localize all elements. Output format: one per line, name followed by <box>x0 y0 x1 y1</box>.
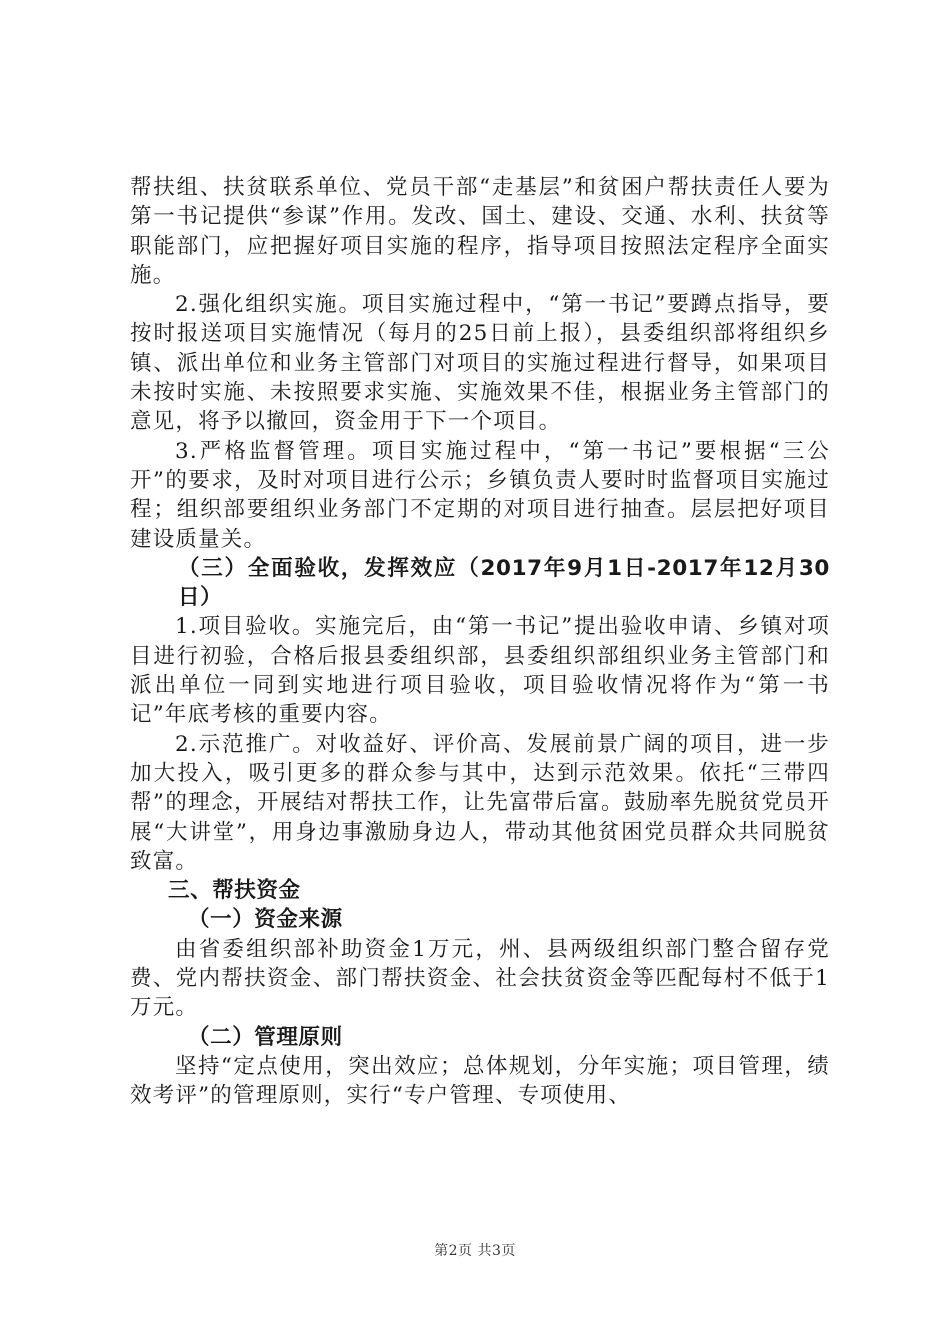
heading-fund-source: （一）资金来源 <box>188 907 343 933</box>
page-footer: 第2页 共3页 <box>434 1243 516 1259</box>
heading-funds: 三、帮扶资金 <box>168 878 301 904</box>
paragraph-p6: 由省委组织部补助资金1万元，州、县两级组织部门整合留存党费、党内帮扶资金、部门帮扶资金、社会扶贫资金等匹配每村不低于1万元。 <box>130 936 830 1021</box>
paragraph-p7: 坚持“定点使用，突出效应；总体规划，分年实施；项目管理，绩效考评”的管理原则，实行“专户管理、专项使用、 <box>130 1053 830 1109</box>
paragraph-p5: 2.示范推广。对收益好、评价高、发展前景广阔的项目，进一步加大投入，吸引更多的群众参与其中，达到示范效果。依托“三带四帮”的理念，开展结对帮扶工作，让先富带后富。鼓励率先脱贫党员开展“大讲堂”，用身边事激励身边人，带动其他贫困党员群众共同脱贫致富。 <box>130 731 830 874</box>
paragraph-p2: 2.强化组织实施。项目实施过程中，“第一书记”要蹲点指导，要按时报送项目实施情况（每月的25日前上报），县委组织部将组织乡镇、派出单位和业务主管部门对项目的实施过程进行督导，如果项目未按时实施、未按照要求实施、实施效果不佳，根据业务主管部门的意见，将予以撤回，资金用于下一个项目。 <box>130 292 830 435</box>
paragraph-p4: 1.项目验收。实施完后，由“第一书记”提出验收申请、乡镇对项目进行初验，合格后报县委组织部，县委组织部组织业务主管部门和派出单位一同到实地进行项目验收，项目验收情况将作为“第一书记”年底考核的重要内容。 <box>130 614 830 728</box>
paragraph-p3: 3.严格监督管理。项目实施过程中，“第一书记”要根据“三公开”的要求，及时对项目进行公示；乡镇负责人要时时监督项目实施过程；组织部要组织业务部门不定期的对项目进行抽查。层层把好项目建设质量关。 <box>130 438 830 552</box>
heading-management-principles: （二）管理原则 <box>188 1024 343 1050</box>
paragraph-p1: 帮扶组、扶贫联系单位、党员干部“走基层”和贫困户帮扶责任人要为第一书记提供“参谋”作用。发改、国土、建设、交通、水利、扶贫等职能部门，应把握好项目实施的程序，指导项目按照法定程序全面实施。 <box>130 175 830 288</box>
document-body <box>130 173 830 1111</box>
heading-acceptance: （三）全面验收，发挥效应（2017年9月1日-2017年12月30日） <box>178 555 830 611</box>
